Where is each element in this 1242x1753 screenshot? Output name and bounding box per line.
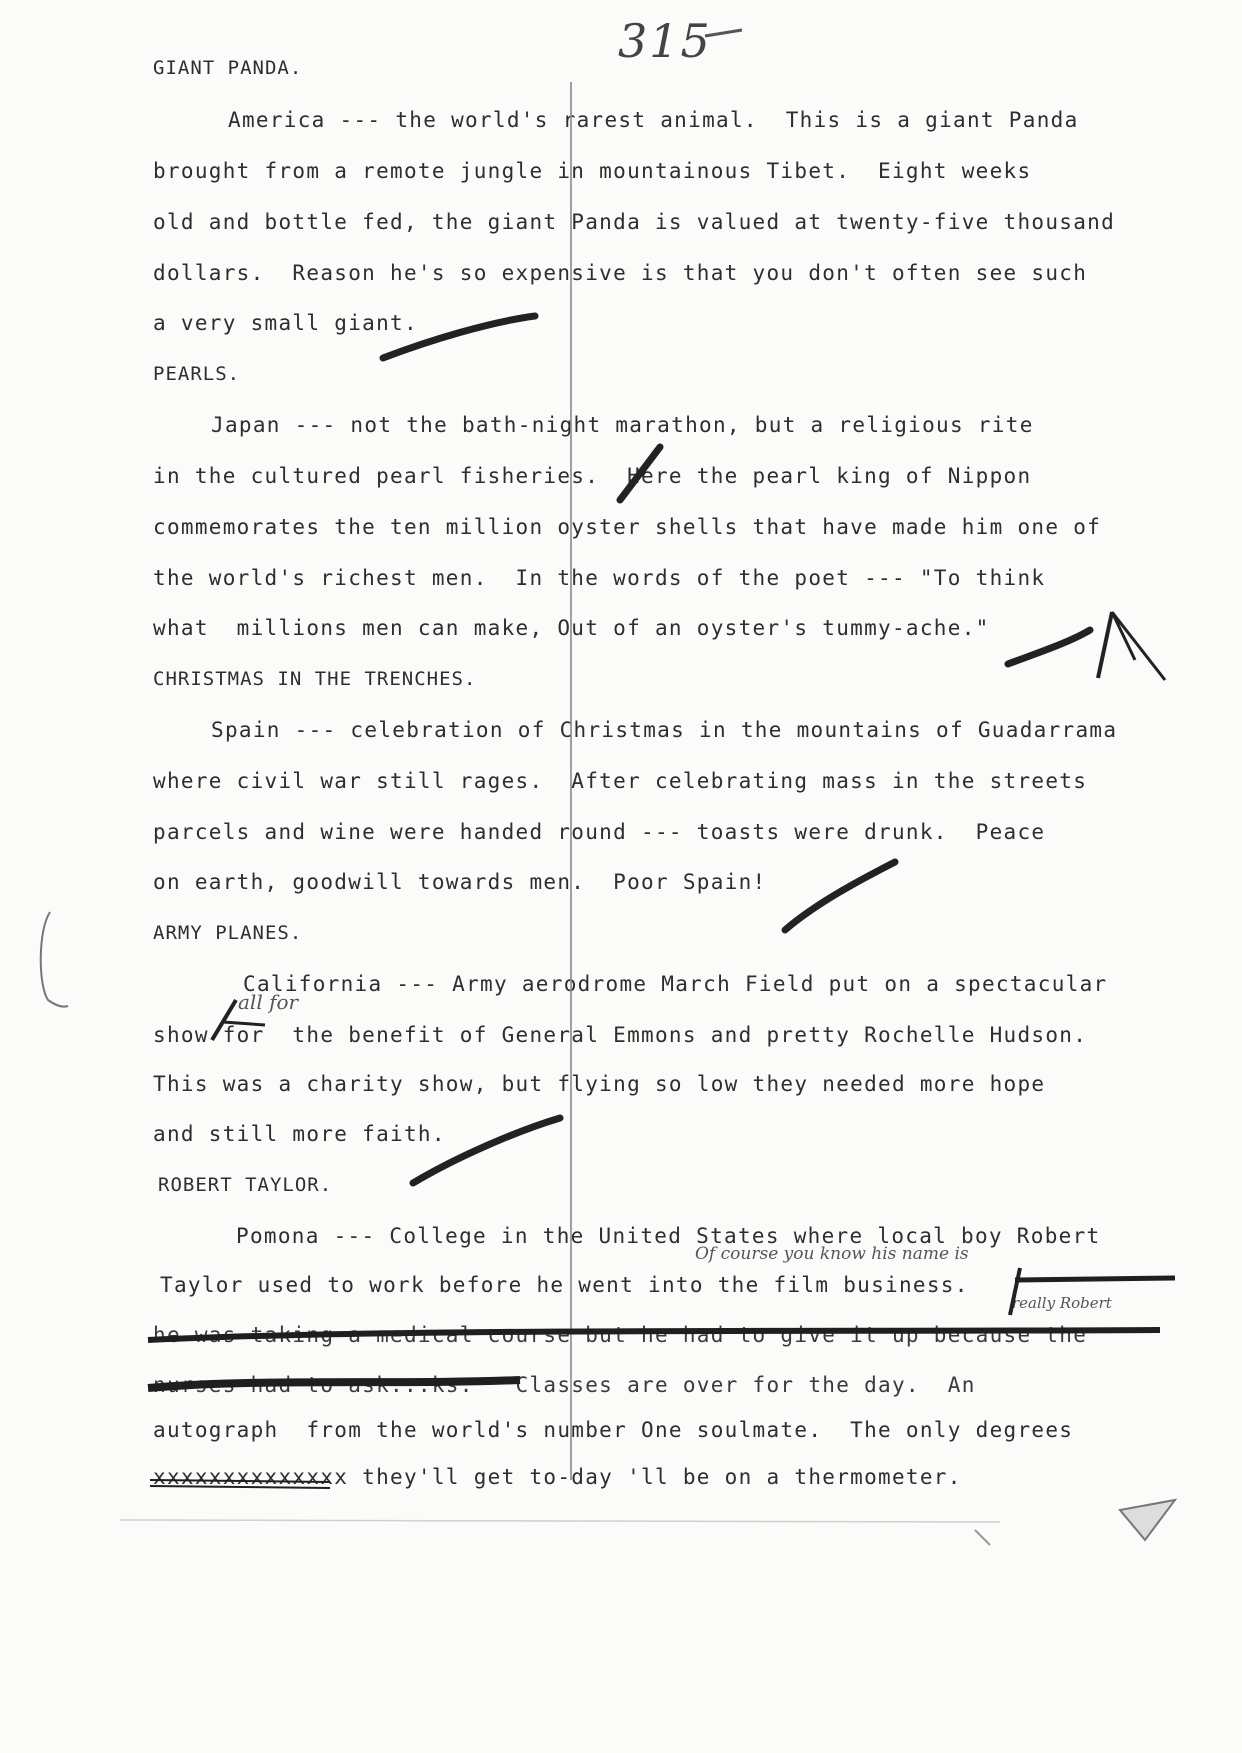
text-line: show for the benefit of General Emmons and pretty Rochelle Hudson. bbox=[153, 1023, 1088, 1047]
section-break-mark bbox=[1008, 630, 1090, 664]
text-line: autograph from the world's number One soulmate. The only degrees bbox=[153, 1418, 1074, 1442]
struck-text-line: he was taking a medical course but he had to give it up because the bbox=[153, 1323, 1088, 1347]
text-line: in the cultured pearl fisheries. Here the pearl king of Nippon bbox=[153, 464, 1032, 488]
margin-bracket bbox=[41, 912, 68, 1007]
insertion-caret bbox=[1098, 612, 1112, 678]
section-heading-robert-taylor: ROBERT TAYLOR. bbox=[158, 1174, 333, 1196]
page-number: 315 bbox=[618, 14, 712, 68]
text-line: what millions men can make, Out of an oyster's tummy-ache." bbox=[153, 616, 990, 640]
paper-scuff bbox=[975, 1530, 990, 1545]
paper-edge-line bbox=[120, 1520, 1000, 1522]
text-line: Pomona --- College in the United States where local boy Robert bbox=[236, 1224, 1101, 1248]
paper-scuff bbox=[1120, 1500, 1175, 1540]
partially-struck-text-line: nurses had to ask...ks. Classes are over for the day. An bbox=[153, 1373, 976, 1397]
strike-line bbox=[1015, 1278, 1175, 1280]
text-line: California --- Army aerodrome March Field put on a spectacular bbox=[243, 972, 1108, 996]
handwritten-insert-of-course: Of course you know his name is bbox=[695, 1244, 969, 1264]
section-heading-christmas: CHRISTMAS IN THE TRENCHES. bbox=[153, 668, 477, 690]
text-line: and still more faith. bbox=[153, 1122, 446, 1146]
text-line: xxxxxxxxxxxxxx they'll get to-day 'll be on a thermometer. bbox=[153, 1465, 962, 1489]
text-line: Japan --- not the bath-night marathon, but a religious rite bbox=[211, 413, 1034, 437]
text-line: old and bottle fed, the giant Panda is valued at twenty-five thousand bbox=[153, 210, 1116, 234]
text-line: on earth, goodwill towards men. Poor Spain! bbox=[153, 870, 767, 894]
insertion-caret bbox=[1112, 612, 1165, 680]
section-heading-giant-panda: GIANT PANDA. bbox=[153, 57, 303, 79]
text-line: where civil war still rages. After celebrating mass in the streets bbox=[153, 769, 1088, 793]
text-line: a very small giant. bbox=[153, 311, 418, 335]
text-line: the world's richest men. In the words of the poet --- "To think bbox=[153, 566, 1046, 590]
text-line: America --- the world's rarest animal. This is a giant Panda bbox=[228, 108, 1079, 132]
text-line: commemorates the ten million oyster shells that have made him one of bbox=[153, 515, 1102, 539]
section-heading-pearls: PEARLS. bbox=[153, 363, 241, 385]
text-line: This was a charity show, but flying so low they needed more hope bbox=[153, 1072, 1046, 1096]
handwritten-insert-really-robert: really Robert bbox=[1012, 1294, 1112, 1312]
text-line: dollars. Reason he's so expensive is that you don't often see such bbox=[153, 261, 1088, 285]
handwritten-insert-all-for: all for bbox=[238, 990, 299, 1014]
section-heading-army-planes: ARMY PLANES. bbox=[153, 922, 303, 944]
text-line: brought from a remote jungle in mountainous Tibet. Eight weeks bbox=[153, 159, 1032, 183]
text-line: Spain --- celebration of Christmas in the mountains of Guadarrama bbox=[211, 718, 1118, 742]
text-line: parcels and wine were handed round --- toasts were drunk. Peace bbox=[153, 820, 1046, 844]
section-break-mark bbox=[785, 862, 895, 930]
text-line: Taylor used to work before he went into the film business. bbox=[160, 1273, 969, 1297]
